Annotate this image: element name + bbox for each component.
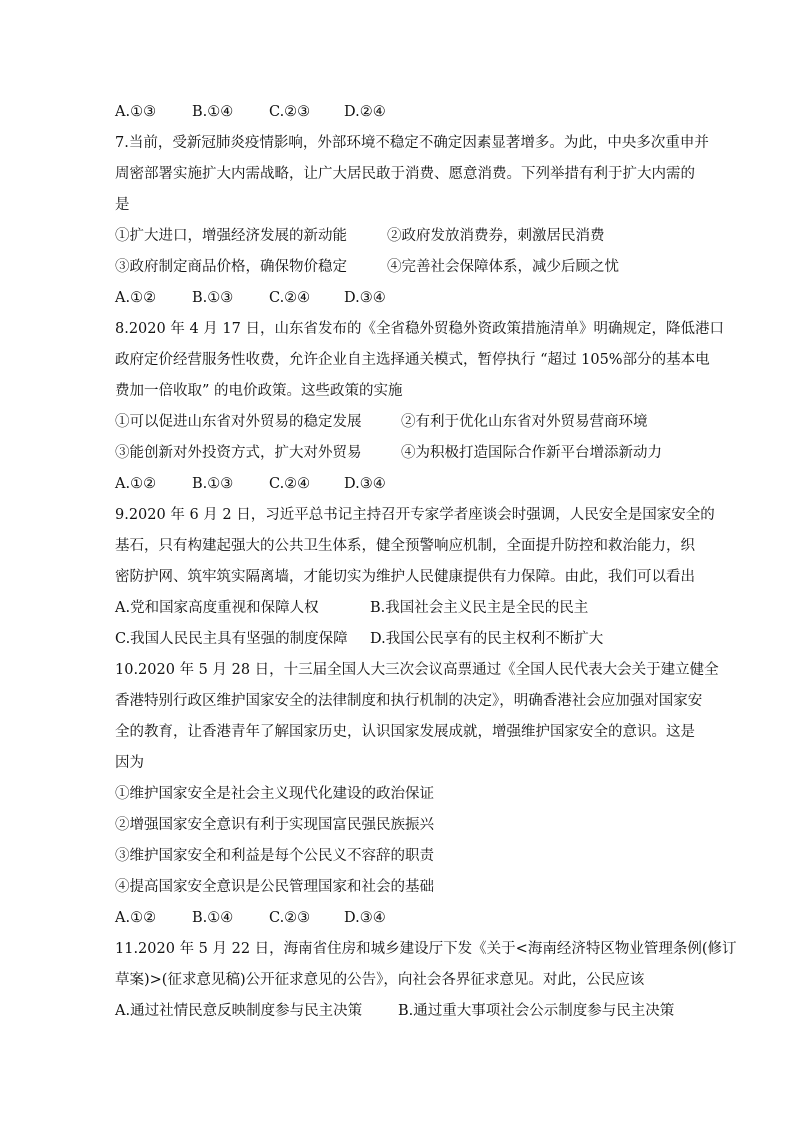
statement-right: ④完善社会保障体系，减少后顾之忧 — [387, 259, 619, 275]
statement-pair-row — [115, 443, 662, 463]
question-text-line: 11.2020 年 5 月 22 日，海南省住房和城乡建设厅下发《关于<海南经济特区物业管理条例(修订 — [115, 941, 737, 957]
statement-left: A.党和国家高度重视和保障人权 — [115, 600, 319, 616]
question-text-line: 密防护网、筑牢筑实隔离墙，才能切实为维护人民健康提供有力保障。由此，我们可以看出 — [115, 569, 695, 585]
question-text-line: 费加一倍收取” 的电价政策。这些政策的实施 — [115, 383, 403, 399]
statement-pair-row — [115, 629, 604, 649]
answer-option-c: C.②④ — [269, 290, 311, 306]
statement-right: D.我国公民享有的民主权利不断扩大 — [370, 631, 604, 647]
answer-option-d: D.③④ — [344, 290, 386, 306]
answer-options-row — [115, 102, 386, 122]
statement-right: ②政府发放消费券，刺激居民消费 — [387, 228, 605, 244]
question-text-line: ①维护国家安全是社会主义现代化建设的政治保证 — [115, 786, 434, 802]
answer-option-a: A.①② — [115, 910, 157, 926]
statement-left: ①可以促进山东省对外贸易的稳定发展 — [115, 414, 362, 430]
question-text-line: 7.当前，受新冠肺炎疫情影响，外部环境不稳定不确定因素显著增多。为此，中央多次重申并 — [115, 135, 709, 151]
question-text-line: ②增强国家安全意识有利于实现国富民强民族振兴 — [115, 817, 434, 833]
question-text-line: 全的教育，让香港青年了解国家历史，认识国家发展成就，增强维护国家安全的意识。这是 — [115, 724, 695, 740]
answer-options-row — [115, 908, 386, 928]
question-text-line: 因为 — [115, 755, 144, 771]
question-text-line: 10.2020 年 5 月 28 日，十三届全国人大三次会议高票通过《全国人民代表大会关于建立健全 — [115, 662, 719, 678]
question-text-line: 9.2020 年 6 月 2 日，习近平总书记主持召开专家学者座谈会时强调，人民安全是国家安全的 — [115, 507, 715, 523]
question-text-line: 基石，只有构建起强大的公共卫生体系，健全预警响应机制，全面提升防控和救治能力，织 — [115, 538, 695, 554]
statement-left: ③能创新对外投资方式，扩大对外贸易 — [115, 445, 362, 461]
question-text-line: 草案)>(征求意见稿)公开征求意见的公告》，向社会各界征求意见。对此，公民应该 — [115, 972, 645, 988]
statement-pair-row — [115, 598, 589, 618]
statement-pair-row — [115, 257, 619, 277]
statement-right: ②有利于优化山东省对外贸易营商环境 — [401, 414, 648, 430]
answer-option-a: A.①③ — [115, 104, 157, 120]
question-text-line: ④提高国家安全意识是公民管理国家和社会的基础 — [115, 879, 434, 895]
answer-option-b: B.①④ — [192, 910, 234, 926]
answer-option-c: C.②④ — [269, 476, 311, 492]
statement-left: ③政府制定商品价格，确保物价稳定 — [115, 259, 347, 275]
statement-right: ④为积极打造国际合作新平台增添新动力 — [401, 445, 662, 461]
statement-right: B.我国社会主义民主是全民的民主 — [370, 600, 589, 616]
answer-option-d: D.②④ — [344, 104, 386, 120]
answer-option-a: A.①② — [115, 476, 157, 492]
answer-options-row — [115, 474, 386, 494]
question-text-line: 8.2020 年 4 月 17 日，山东省发布的《全省稳外贸稳外资政策措施清单》明确规定，降低港口 — [115, 321, 724, 337]
answer-option-b: B.①③ — [192, 290, 234, 306]
statement-left: A.通过社情民意反映制度参与民主决策 — [115, 1003, 363, 1019]
answer-options-row — [115, 288, 386, 308]
question-text-line: ③维护国家安全和利益是每个公民义不容辞的职责 — [115, 848, 434, 864]
statement-pair-row — [115, 412, 648, 432]
answer-option-c: C.②③ — [269, 104, 311, 120]
statement-left: ①扩大进口，增强经济发展的新动能 — [115, 228, 347, 244]
answer-option-b: B.①③ — [192, 476, 234, 492]
answer-option-c: C.②③ — [269, 910, 311, 926]
answer-option-d: D.③④ — [344, 476, 386, 492]
question-text-line: 政府定价经营服务性收费，允许企业自主选择通关模式，暂停执行 “超过 105%部分的基本电 — [115, 352, 710, 368]
question-text-line: 周密部署实施扩大内需战略，让广大居民敢于消费、愿意消费。下列举措有利于扩大内需的 — [115, 166, 695, 182]
statement-pair-row — [115, 1001, 675, 1021]
question-text-line: 是 — [115, 197, 130, 213]
answer-option-b: B.①④ — [192, 104, 234, 120]
answer-option-a: A.①② — [115, 290, 157, 306]
statement-left: C.我国人民民主具有坚强的制度保障 — [115, 631, 348, 647]
answer-option-d: D.③④ — [344, 910, 386, 926]
statement-pair-row — [115, 226, 605, 246]
statement-right: B.通过重大事项社会公示制度参与民主决策 — [398, 1003, 675, 1019]
question-text-line: 香港特别行政区维护国家安全的法律制度和执行机制的决定》，明确香港社会应加强对国家安 — [115, 693, 703, 709]
